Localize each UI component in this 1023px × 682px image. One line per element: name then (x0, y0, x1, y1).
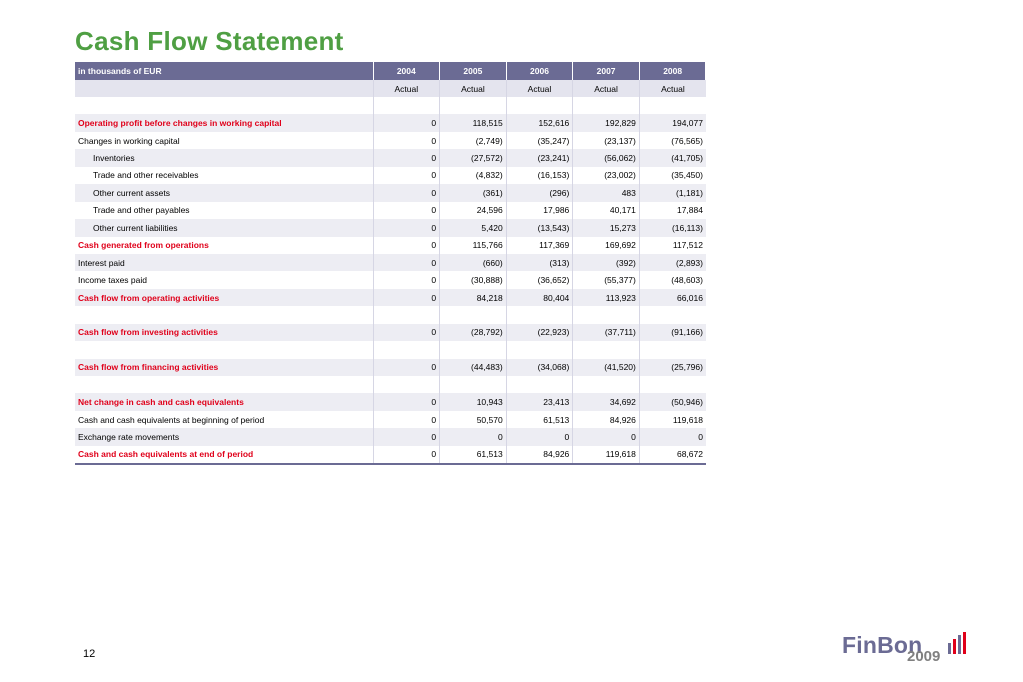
value-cell: 0 (373, 254, 440, 271)
spacer-row (75, 376, 706, 393)
row-label: Income taxes paid (75, 271, 373, 288)
value-cell: 5,420 (440, 219, 507, 236)
value-cell: (36,652) (506, 271, 573, 288)
row-label: Changes in working capital (75, 132, 373, 149)
value-cell: 0 (373, 324, 440, 341)
status-row (75, 80, 706, 97)
value-cell: 80,404 (506, 289, 573, 306)
row-label: Cash and cash equivalents at end of period (75, 446, 373, 464)
value-cell: 0 (373, 428, 440, 445)
value-cell: 66,016 (639, 289, 706, 306)
table-row (75, 202, 706, 219)
status-cell: Actual (506, 80, 573, 97)
table-body (75, 97, 706, 464)
status-cell: Actual (440, 80, 507, 97)
table-row (75, 393, 706, 410)
value-cell: (35,247) (506, 132, 573, 149)
bar-chart-icon (947, 631, 973, 655)
empty-cell (573, 97, 640, 114)
value-cell: 0 (373, 237, 440, 254)
value-cell: 50,570 (440, 411, 507, 428)
logo-year: 2009 (907, 648, 941, 665)
value-cell: 117,512 (639, 237, 706, 254)
value-cell: 24,596 (440, 202, 507, 219)
unit-label: in thousands of EUR (75, 62, 373, 80)
row-label: Exchange rate movements (75, 428, 373, 445)
value-cell: 117,369 (506, 237, 573, 254)
value-cell: 40,171 (573, 202, 640, 219)
value-cell: (41,705) (639, 149, 706, 166)
spacer-row (75, 341, 706, 358)
value-cell: (27,572) (440, 149, 507, 166)
empty-cell (506, 341, 573, 358)
empty-cell (506, 97, 573, 114)
empty-cell (639, 97, 706, 114)
value-cell: (41,520) (573, 359, 640, 376)
value-cell: 61,513 (506, 411, 573, 428)
value-cell: (37,711) (573, 324, 640, 341)
value-cell: 169,692 (573, 237, 640, 254)
table-row (75, 149, 706, 166)
empty-cell (75, 341, 373, 358)
value-cell: 0 (373, 411, 440, 428)
value-cell: (13,543) (506, 219, 573, 236)
value-cell: (76,565) (639, 132, 706, 149)
row-label: Operating profit before changes in working capital (75, 114, 373, 131)
value-cell: 10,943 (440, 393, 507, 410)
value-cell: 23,413 (506, 393, 573, 410)
table-row (75, 184, 706, 201)
cash-flow-table (75, 62, 706, 465)
value-cell: 0 (573, 428, 640, 445)
table-row (75, 237, 706, 254)
value-cell: 0 (373, 359, 440, 376)
value-cell: (48,603) (639, 271, 706, 288)
row-label: Other current liabilities (75, 219, 373, 236)
table-row (75, 428, 706, 445)
status-cell: Actual (373, 80, 440, 97)
page-number: 12 (83, 648, 96, 660)
table-header-row (75, 62, 706, 80)
value-cell: 119,618 (639, 411, 706, 428)
spacer-row (75, 97, 706, 114)
empty-cell (75, 97, 373, 114)
value-cell: 119,618 (573, 446, 640, 464)
empty-cell (75, 376, 373, 393)
logo-name: FinBon (842, 632, 923, 658)
value-cell: (2,893) (639, 254, 706, 271)
value-cell: 0 (506, 428, 573, 445)
row-label: Trade and other payables (75, 202, 373, 219)
table-row (75, 271, 706, 288)
value-cell: 0 (373, 167, 440, 184)
value-cell: 0 (373, 202, 440, 219)
value-cell: (30,888) (440, 271, 507, 288)
value-cell: 113,923 (573, 289, 640, 306)
empty-cell (573, 341, 640, 358)
value-cell: 192,829 (573, 114, 640, 131)
value-cell: (392) (573, 254, 640, 271)
value-cell: 0 (373, 149, 440, 166)
year-header: 2008 (639, 62, 706, 80)
page-title: Cash Flow Statement (75, 26, 344, 56)
value-cell: (361) (440, 184, 507, 201)
value-cell: 0 (373, 219, 440, 236)
table-row (75, 114, 706, 131)
row-label: Interest paid (75, 254, 373, 271)
empty-cell (373, 341, 440, 358)
status-cell: Actual (573, 80, 640, 97)
table-row (75, 324, 706, 341)
row-label: Cash generated from operations (75, 237, 373, 254)
row-label: Cash flow from financing activities (75, 359, 373, 376)
empty-cell (639, 341, 706, 358)
empty-cell (573, 376, 640, 393)
value-cell: 0 (373, 132, 440, 149)
empty-cell (373, 97, 440, 114)
table-row (75, 411, 706, 428)
row-label: Cash flow from operating activities (75, 289, 373, 306)
value-cell: (2,749) (440, 132, 507, 149)
value-cell: (22,923) (506, 324, 573, 341)
value-cell: (23,137) (573, 132, 640, 149)
value-cell: (25,796) (639, 359, 706, 376)
finbon-logo (842, 630, 982, 670)
empty-cell (440, 306, 507, 323)
value-cell: 194,077 (639, 114, 706, 131)
empty-cell (639, 376, 706, 393)
row-label: Net change in cash and cash equivalents (75, 393, 373, 410)
empty-cell (573, 306, 640, 323)
empty-cell (440, 97, 507, 114)
value-cell: 0 (373, 393, 440, 410)
value-cell: 84,926 (506, 446, 573, 464)
value-cell: 15,273 (573, 219, 640, 236)
value-cell: 0 (373, 289, 440, 306)
value-cell: (4,832) (440, 167, 507, 184)
year-header: 2006 (506, 62, 573, 80)
row-label: Cash flow from investing activities (75, 324, 373, 341)
value-cell: (91,166) (639, 324, 706, 341)
value-cell: 0 (373, 446, 440, 464)
value-cell: 0 (373, 184, 440, 201)
value-cell: 0 (639, 428, 706, 445)
empty-cell (506, 306, 573, 323)
status-label-cell (75, 80, 373, 97)
table-row (75, 359, 706, 376)
value-cell: (50,946) (639, 393, 706, 410)
value-cell: (55,377) (573, 271, 640, 288)
table-row (75, 254, 706, 271)
value-cell: 0 (373, 114, 440, 131)
value-cell: (56,062) (573, 149, 640, 166)
row-label: Other current assets (75, 184, 373, 201)
empty-cell (373, 306, 440, 323)
row-label: Trade and other receivables (75, 167, 373, 184)
spacer-row (75, 306, 706, 323)
empty-cell (639, 306, 706, 323)
empty-cell (440, 376, 507, 393)
value-cell: (28,792) (440, 324, 507, 341)
value-cell: 152,616 (506, 114, 573, 131)
value-cell: 17,986 (506, 202, 573, 219)
value-cell: 84,218 (440, 289, 507, 306)
value-cell: (23,241) (506, 149, 573, 166)
value-cell: (296) (506, 184, 573, 201)
row-label: Inventories (75, 149, 373, 166)
empty-cell (506, 376, 573, 393)
value-cell: (34,068) (506, 359, 573, 376)
value-cell: (313) (506, 254, 573, 271)
value-cell: 0 (440, 428, 507, 445)
year-header: 2005 (440, 62, 507, 80)
value-cell: 115,766 (440, 237, 507, 254)
value-cell: (660) (440, 254, 507, 271)
table-row (75, 446, 706, 464)
status-cell: Actual (639, 80, 706, 97)
value-cell: (1,181) (639, 184, 706, 201)
table-row (75, 167, 706, 184)
table-row (75, 219, 706, 236)
value-cell: 0 (373, 271, 440, 288)
empty-cell (440, 341, 507, 358)
value-cell: (16,153) (506, 167, 573, 184)
value-cell: (44,483) (440, 359, 507, 376)
value-cell: 483 (573, 184, 640, 201)
value-cell: (23,002) (573, 167, 640, 184)
value-cell: 17,884 (639, 202, 706, 219)
year-header: 2004 (373, 62, 440, 80)
value-cell: 68,672 (639, 446, 706, 464)
table-row (75, 132, 706, 149)
value-cell: 61,513 (440, 446, 507, 464)
empty-cell (75, 306, 373, 323)
value-cell: 84,926 (573, 411, 640, 428)
value-cell: (35,450) (639, 167, 706, 184)
empty-cell (373, 376, 440, 393)
value-cell: 34,692 (573, 393, 640, 410)
row-label: Cash and cash equivalents at beginning of period (75, 411, 373, 428)
table-row (75, 289, 706, 306)
value-cell: 118,515 (440, 114, 507, 131)
value-cell: (16,113) (639, 219, 706, 236)
year-header: 2007 (573, 62, 640, 80)
